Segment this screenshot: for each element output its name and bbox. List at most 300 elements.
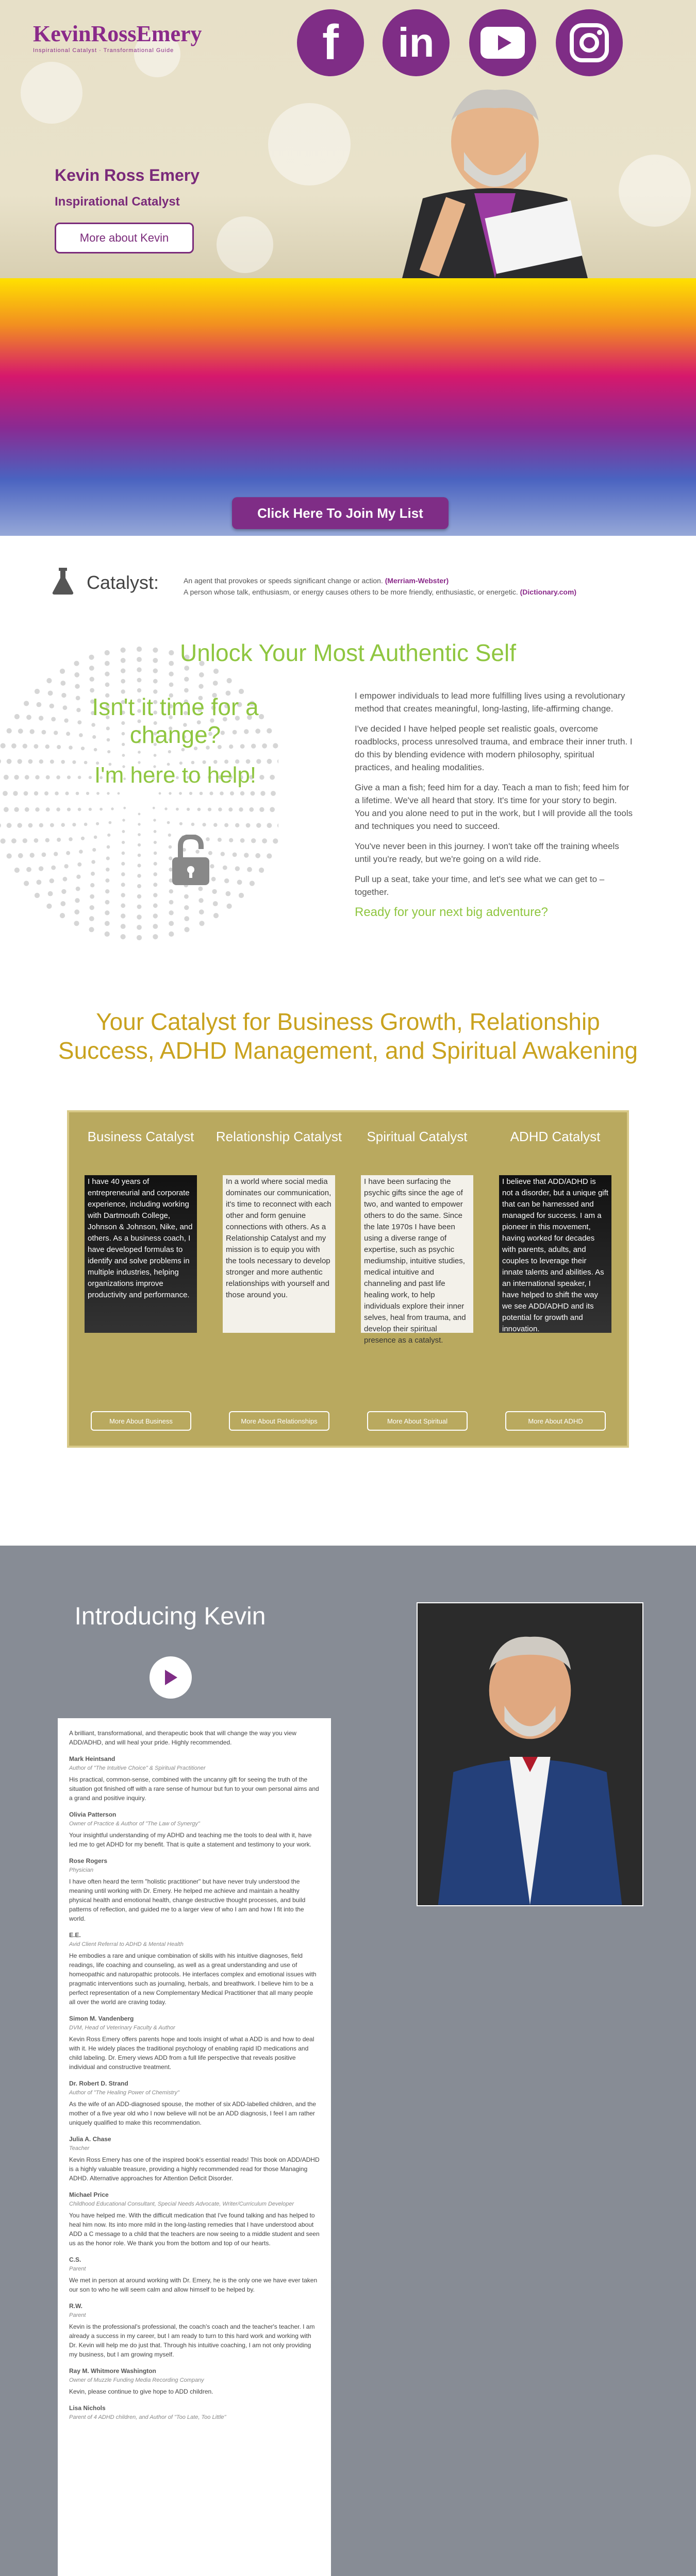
decor-dot bbox=[57, 745, 61, 749]
decor-dot bbox=[96, 822, 99, 825]
decor-dot bbox=[169, 900, 174, 905]
decor-dot bbox=[91, 872, 95, 876]
decor-dot bbox=[39, 716, 43, 720]
decor-dot bbox=[35, 689, 40, 694]
testimonial-author: Dr. Robert D. Strand bbox=[69, 2080, 128, 2087]
site-logo[interactable] bbox=[33, 23, 219, 59]
youtube-glyph bbox=[480, 27, 525, 59]
service-title: Business Catalyst bbox=[87, 1129, 194, 1144]
decor-dot bbox=[118, 792, 120, 795]
decor-dot bbox=[154, 841, 157, 844]
decor-dot bbox=[153, 679, 158, 684]
decor-dot bbox=[213, 681, 218, 686]
decor-dot bbox=[18, 823, 22, 827]
decor-dot bbox=[26, 715, 31, 720]
bokeh-light bbox=[619, 155, 691, 227]
decor-dot bbox=[179, 822, 183, 825]
decor-dot bbox=[224, 878, 229, 883]
decor-dot bbox=[159, 792, 161, 795]
decor-dot bbox=[46, 678, 52, 683]
decor-dot bbox=[91, 860, 95, 864]
decor-dot bbox=[81, 837, 85, 840]
decor-dot bbox=[138, 833, 141, 836]
testimonial-lead: A brilliant, transformational, and therapeutic book that will change the way you view ADD/ADHD, and will heal your pride. Highly recommended. bbox=[69, 1730, 296, 1746]
decor-dot bbox=[105, 889, 109, 893]
decor-dot bbox=[251, 838, 256, 843]
decor-dot bbox=[65, 791, 69, 795]
unlock-section bbox=[0, 603, 696, 958]
decor-dot bbox=[25, 807, 29, 812]
decor-dot bbox=[34, 744, 39, 749]
decor-dot bbox=[30, 729, 35, 734]
kevin-portrait bbox=[361, 80, 629, 278]
service-relationship bbox=[214, 1112, 343, 1450]
decor-dot bbox=[179, 792, 182, 795]
play-video-button[interactable] bbox=[150, 1656, 192, 1699]
more-about-relationships-button[interactable]: More About Relationships bbox=[229, 1411, 329, 1431]
decor-dot bbox=[237, 880, 242, 885]
decor-dot bbox=[212, 889, 217, 894]
service-adhd bbox=[491, 1112, 620, 1450]
decor-dot bbox=[1, 838, 6, 843]
decor-dot bbox=[123, 807, 126, 809]
testimonial-text: Kevin Ross Emery has one of the inspired book's essential reads! This book on ADD/ADHD is a highly valuable treasure, providing a highly recommended read for those Managing ADHD. Alternative approaches for Attention Deficit Disorder. bbox=[69, 2156, 320, 2182]
decor-dot bbox=[153, 819, 156, 821]
logo-tagline: Inspirational Catalyst · Transformational Guide bbox=[33, 47, 174, 54]
decor-dot bbox=[122, 830, 125, 833]
decor-dot bbox=[233, 853, 237, 857]
decor-dot bbox=[122, 841, 125, 844]
decor-dot bbox=[14, 868, 20, 873]
logo-wordmark: KevinRossEmery bbox=[33, 21, 202, 46]
decor-dot bbox=[24, 701, 29, 706]
testimonial bbox=[69, 2301, 320, 2359]
decor-dot bbox=[100, 808, 103, 811]
decor-dot bbox=[13, 791, 18, 795]
decor-dot bbox=[137, 688, 141, 692]
decor-dot bbox=[244, 853, 248, 857]
decor-dot bbox=[11, 743, 16, 749]
decor-dot bbox=[198, 898, 203, 903]
decor-dot bbox=[86, 792, 89, 795]
service-business bbox=[76, 1112, 205, 1450]
decor-dot bbox=[56, 775, 60, 779]
testimonial bbox=[69, 2255, 320, 2294]
join-list-button[interactable]: Click Here To Join My List bbox=[232, 497, 449, 529]
testimonial bbox=[69, 1810, 320, 1849]
help-text: I'm here to help! bbox=[94, 762, 257, 788]
decor-dot bbox=[49, 878, 54, 883]
decor-dot bbox=[66, 732, 70, 736]
decor-dot bbox=[121, 913, 125, 918]
unlock-paragraph: I empower individuals to lead more fulfilling lives using a revolutionary method that creates meaningful, long-lasting, life-affirming change. bbox=[355, 691, 625, 714]
decor-dot bbox=[105, 672, 109, 676]
testimonial bbox=[69, 1754, 320, 1803]
decor-dot bbox=[94, 836, 97, 839]
testimonial-text: Your insightful understanding of my ADHD and teaching me the tools to deal with it, have led me to get ADHD for my benefit. That is quite a statement and testimony to your work. bbox=[69, 1832, 312, 1848]
testimonial-author: Lisa Nichols bbox=[69, 2404, 106, 2412]
decor-dot bbox=[184, 927, 189, 932]
decor-dot bbox=[64, 718, 68, 722]
flask-icon bbox=[52, 567, 74, 596]
definition-line-2: A person whose talk, enthusiasm, or energy causes others to be more friendly, enthusiastic, or energetic. bbox=[184, 588, 520, 596]
decor-dot bbox=[239, 893, 244, 898]
testimonial-text: We met in person at around working with Dr. Emery, he is the only one we have ever taken our son to who he will seem calm and allow himself to be helped by. bbox=[69, 2277, 318, 2293]
decor-dot bbox=[259, 807, 264, 812]
testimonial-author: Julia A. Chase bbox=[69, 2136, 111, 2143]
decor-dot bbox=[14, 807, 19, 812]
decor-dot bbox=[4, 807, 9, 812]
decor-dot bbox=[105, 931, 110, 937]
decor-dot bbox=[267, 853, 272, 858]
decor-dot bbox=[191, 823, 195, 826]
testimonial-text: Kevin, please continue to give hope to ADD children. bbox=[69, 2388, 213, 2395]
decor-dot bbox=[169, 921, 174, 926]
decor-dot bbox=[56, 807, 60, 811]
decor-dot bbox=[92, 848, 96, 852]
decor-dot bbox=[46, 807, 50, 811]
decor-dot bbox=[138, 823, 140, 825]
decor-dot bbox=[26, 867, 31, 872]
testimonial-role: Teacher bbox=[69, 2145, 90, 2151]
decor-dot bbox=[105, 900, 110, 905]
decor-dot bbox=[121, 924, 126, 929]
decor-dot bbox=[50, 759, 54, 764]
linkedin-icon[interactable] bbox=[383, 9, 450, 76]
testimonial-author: Rose Rogers bbox=[69, 1857, 108, 1865]
decor-dot bbox=[273, 743, 278, 748]
decor-dot bbox=[23, 838, 27, 843]
decor-dot bbox=[25, 775, 29, 779]
decor-dot bbox=[137, 863, 141, 867]
decor-dot bbox=[35, 775, 39, 779]
decor-dot bbox=[34, 791, 38, 795]
decor-dot bbox=[198, 887, 203, 891]
decor-dot bbox=[220, 791, 224, 795]
service-body: I have been surfacing the psychic gifts since the age of two, and wanted to empower others to do the same. Since the late 1970s I have been using a diverse range of expertise, such as psychic mediumship, intuitive studies, medical intuitive and channeling and past life healing work, to help individuals explore their inner selves, heal from trauma, and develop their spiritual presence as a catalyst. bbox=[364, 1177, 466, 1345]
decor-dot bbox=[184, 677, 189, 682]
decor-dot bbox=[11, 838, 16, 843]
decor-dot bbox=[137, 667, 141, 672]
decor-dot bbox=[61, 693, 66, 698]
decor-dot bbox=[262, 838, 267, 843]
decor-dot bbox=[107, 845, 110, 849]
decor-dot bbox=[137, 884, 141, 888]
decor-dot bbox=[137, 914, 141, 919]
decor-dot bbox=[55, 791, 59, 795]
testimonial bbox=[69, 1930, 320, 2007]
testimonial bbox=[69, 2403, 320, 2422]
decor-dot bbox=[228, 807, 233, 811]
decor-dot bbox=[3, 791, 8, 796]
decor-dot bbox=[84, 823, 88, 826]
decor-dot bbox=[277, 759, 278, 764]
decor-dot bbox=[137, 894, 141, 899]
decor-dot bbox=[34, 838, 39, 843]
decor-dot bbox=[213, 669, 219, 674]
service-body: I believe that ADD/ADHD is not a disorder, but a unique gift that can be harnessed and managed for success. I am a pioneer in this movement, having worked for decades with parents, adults, and couples to leverage their innate talents and abilities. As an international speaker, I have helped to shift the way we see ADD/ADHD and its potential for growth and innovation. bbox=[502, 1177, 608, 1333]
decor-dot bbox=[0, 823, 1, 828]
more-about-spiritual-button[interactable]: More About Spiritual bbox=[367, 1411, 468, 1431]
unlock-paragraph: Give a man a fish; feed him for a day. Teach a man to fish; feed him for a lifetime. We've all heard that story. It's time for your story to begin. You and you alone need to put in the work, but I will provide all the tools and techniques you need to succeed. bbox=[355, 783, 633, 831]
testimonial-author: R.W. bbox=[69, 2302, 82, 2310]
more-about-kevin-button[interactable]: More about Kevin bbox=[55, 223, 194, 253]
decor-dot bbox=[7, 759, 12, 764]
decor-dot bbox=[167, 821, 170, 824]
decor-dot bbox=[45, 744, 49, 749]
decor-dot bbox=[14, 775, 19, 779]
decor-dot bbox=[169, 910, 173, 915]
decor-dot bbox=[48, 891, 53, 896]
decor-dot bbox=[247, 867, 252, 872]
unlock-paragraphs bbox=[355, 689, 633, 919]
decor-dot bbox=[273, 838, 278, 843]
decor-dot bbox=[89, 927, 94, 932]
decor-dot bbox=[153, 668, 158, 673]
decor-dot bbox=[90, 677, 94, 682]
decor-dot bbox=[37, 702, 42, 707]
testimonial bbox=[69, 2190, 320, 2248]
bokeh-light bbox=[217, 216, 273, 273]
decor-dot bbox=[226, 891, 231, 896]
introducing-kevin-section bbox=[0, 1546, 696, 2576]
decor-dot bbox=[64, 864, 68, 868]
decor-dot bbox=[90, 894, 94, 899]
services-section bbox=[0, 958, 696, 1546]
decor-dot bbox=[18, 759, 22, 764]
decor-dot bbox=[122, 819, 125, 821]
testimonial-role: Owner of Muzzle Funding Media Recording Company bbox=[69, 2377, 204, 2383]
instagram-icon[interactable] bbox=[556, 9, 623, 76]
decor-dot bbox=[63, 705, 68, 710]
testimonial-text: Kevin Ross Emery offers parents hope and tools insight of what a ADD is and how to deal with it. He widely places the traditional psychology of enabling rapid ID medications and child labeling. Dr. Emery views ADD from a full life perspective that reveals positive individual and constructive treatment. bbox=[69, 2036, 314, 2071]
decor-dot bbox=[75, 684, 79, 689]
decor-dot bbox=[63, 877, 68, 882]
testimonial bbox=[69, 2079, 320, 2127]
services-title: Your Catalyst for Business Growth, Relationship Success, ADHD Management, and Spiritual Awakening bbox=[58, 1008, 638, 1064]
decor-dot bbox=[224, 823, 228, 827]
decor-dot bbox=[187, 808, 190, 811]
decor-dot bbox=[42, 730, 46, 735]
decor-dot bbox=[189, 792, 192, 795]
decor-dot bbox=[199, 672, 204, 677]
youtube-icon[interactable] bbox=[469, 9, 536, 76]
testimonial-text: You have helped me. With the difficult medication that I've found talking and has helped to heal him now. Its into more mild in the long-lasting remedies that I have understood about ADD a C message to a child that the teachers are now seeing to a middle student and seen us as the honor role. We thank you from the bottom and top of our hearts. bbox=[69, 2212, 320, 2247]
testimonial-role: Avid Client Referral to ADHD & Mental Health bbox=[69, 1941, 184, 1947]
decor-dot bbox=[176, 808, 179, 811]
decor-dot bbox=[121, 903, 125, 908]
decor-dot bbox=[211, 877, 216, 882]
decor-dot bbox=[137, 874, 141, 878]
testimonial-text: I have often heard the term "holistic practitioner" but have never truly understood the meaning until working with Dr. Emery. He helped me achieve and maintain a healthy physical health and emotional health, change destructive thought processes, and build patterns of reflection, and guided me to a larger view of who I am and how I fit into the world. bbox=[69, 1878, 306, 1922]
testimonial-role: Childhood Educational Consultant, Special Needs Advocate, Writer/Curriculum Developer bbox=[69, 2201, 294, 2207]
decor-dot bbox=[169, 931, 174, 937]
decor-dot bbox=[106, 857, 110, 860]
testimonial bbox=[69, 1856, 320, 1923]
decor-dot bbox=[235, 823, 239, 827]
decor-dot bbox=[122, 754, 125, 757]
decor-dot bbox=[1, 743, 6, 748]
hero-name: Kevin Ross Emery bbox=[55, 166, 200, 184]
decor-dot bbox=[90, 883, 94, 887]
decor-dot bbox=[28, 823, 33, 828]
decor-dot bbox=[39, 866, 43, 871]
decor-dot bbox=[35, 893, 40, 898]
hero-subtitle: Inspirational Catalyst bbox=[55, 195, 180, 209]
decor-dot bbox=[105, 878, 109, 883]
decor-dot bbox=[213, 901, 218, 906]
decor-dot bbox=[260, 791, 265, 795]
decor-dot bbox=[30, 853, 35, 857]
decor-dot bbox=[137, 678, 142, 683]
decor-dot bbox=[203, 823, 206, 826]
testimonial-role: Parent bbox=[69, 2312, 86, 2318]
decor-dot bbox=[7, 823, 12, 828]
decor-dot bbox=[154, 754, 157, 757]
decor-dot bbox=[18, 853, 23, 858]
decor-dot bbox=[4, 775, 9, 780]
decor-dot bbox=[223, 866, 227, 870]
decor-dot bbox=[57, 838, 61, 842]
decor-dot bbox=[271, 791, 276, 796]
linkedin-glyph: in bbox=[397, 20, 435, 65]
decor-dot bbox=[169, 792, 171, 794]
testimonial-author: Simon M. Vandenberg bbox=[69, 2015, 134, 2022]
decor-dot bbox=[35, 807, 39, 811]
decor-dot bbox=[169, 672, 173, 676]
decor-dot bbox=[255, 853, 260, 858]
decor-dot bbox=[76, 875, 80, 879]
testimonial-role: DVM, Head of Veterinary Faculty & Author bbox=[69, 2025, 175, 2031]
decor-dot bbox=[213, 823, 218, 827]
decor-dot bbox=[239, 807, 243, 811]
dotted-sphere-graphic bbox=[0, 639, 278, 948]
decor-dot bbox=[240, 838, 245, 843]
decor-dot bbox=[137, 905, 142, 909]
bokeh-light bbox=[21, 62, 82, 124]
decor-dot bbox=[72, 823, 76, 826]
decor-dot bbox=[137, 935, 142, 940]
unlock-paragraph: You've never been in this journey. I won't take off the training wheels until you're ready, but we're going on a wild ride. bbox=[355, 841, 619, 864]
testimonial-text: Kevin is the professional's professional, the coach's coach and the teacher's teacher. I am already a success in my career, but I am ready to turn to this hard work and working with Dr. Kevin will help me do just that. Through his intuitive coaching, I am not only providing my business, but I am growing myself. bbox=[69, 2323, 315, 2358]
decor-dot bbox=[138, 813, 141, 816]
unlock-title: Unlock Your Most Authentic Self bbox=[179, 639, 517, 666]
decor-dot bbox=[153, 924, 158, 929]
decor-dot bbox=[199, 921, 204, 926]
testimonial-role: Parent bbox=[69, 2266, 86, 2272]
decor-dot bbox=[60, 669, 65, 674]
decor-dot bbox=[213, 913, 219, 918]
decor-dot bbox=[267, 823, 272, 828]
decor-dot bbox=[121, 872, 125, 876]
decor-dot bbox=[96, 792, 100, 795]
decor-dot bbox=[14, 714, 20, 719]
testimonials-panel bbox=[58, 1718, 331, 2576]
testimonial-author: Olivia Patterson bbox=[69, 1811, 117, 1818]
decor-dot bbox=[153, 872, 157, 876]
decor-dot bbox=[76, 887, 80, 891]
decor-dot bbox=[89, 808, 92, 811]
service-title: Relationship Catalyst bbox=[216, 1129, 342, 1144]
more-about-adhd-button[interactable]: More About ADHD bbox=[505, 1411, 606, 1431]
bokeh-light bbox=[268, 103, 351, 185]
definition-line-1: An agent that provokes or speeds significant change or action. bbox=[184, 577, 385, 585]
decor-dot bbox=[90, 688, 94, 693]
testimonial-role: Physician bbox=[69, 1867, 94, 1873]
decor-dot bbox=[218, 807, 222, 811]
decor-dot bbox=[256, 823, 261, 827]
decor-dot bbox=[49, 704, 54, 708]
decor-dot bbox=[138, 843, 141, 846]
decor-dot bbox=[251, 791, 255, 796]
decor-dot bbox=[153, 807, 155, 809]
decor-dot bbox=[184, 905, 189, 910]
decor-dot bbox=[229, 838, 233, 842]
decor-dot bbox=[200, 792, 203, 795]
decor-dot bbox=[153, 913, 158, 918]
decor-dot bbox=[89, 916, 94, 921]
service-body: I have 40 years of entrepreneurial and corporate experience, including working with Dartmouth College, Johnson & Johnson, Nike, and others. As a business coach, I have developed formulas to identify and solve problems in multiple industries, helping organizations improve productivity and performance. bbox=[88, 1177, 193, 1299]
decor-dot bbox=[230, 791, 234, 795]
decor-dot bbox=[76, 792, 79, 795]
decor-dot bbox=[121, 883, 125, 887]
decor-dot bbox=[246, 823, 251, 828]
decor-dot bbox=[74, 672, 79, 677]
definition-source-1: (Merriam-Webster) bbox=[385, 577, 449, 585]
facebook-icon[interactable] bbox=[297, 9, 364, 76]
decor-dot bbox=[74, 909, 79, 914]
decor-dot bbox=[121, 893, 125, 897]
testimonial-author: Michael Price bbox=[69, 2191, 109, 2198]
decor-dot bbox=[105, 921, 110, 926]
decor-dot bbox=[259, 868, 264, 873]
decor-dot bbox=[227, 678, 232, 683]
decor-dot bbox=[138, 854, 141, 857]
testimonial-author: C.S. bbox=[69, 2256, 81, 2263]
decor-dot bbox=[209, 791, 213, 795]
more-about-business-button[interactable]: More About Business bbox=[91, 1411, 191, 1431]
service-title: ADHD Catalyst bbox=[510, 1129, 601, 1144]
definition-text bbox=[184, 575, 617, 598]
intro-title: Introducing Kevin bbox=[74, 1603, 266, 1630]
decor-dot bbox=[67, 808, 71, 811]
decor-dot bbox=[42, 853, 46, 857]
ready-text: Ready for your next big adventure? bbox=[355, 905, 548, 919]
testimonial bbox=[69, 2366, 320, 2396]
decor-dot bbox=[121, 668, 125, 673]
decor-dot bbox=[138, 751, 141, 754]
decor-dot bbox=[7, 728, 12, 733]
decor-dot bbox=[24, 881, 29, 886]
kevin-photo bbox=[417, 1602, 643, 1906]
decor-dot bbox=[23, 744, 27, 749]
definition-source-2: (Dictionary.com) bbox=[520, 588, 577, 596]
service-spiritual bbox=[353, 1112, 482, 1450]
decor-dot bbox=[48, 691, 53, 696]
decor-dot bbox=[0, 759, 1, 764]
decor-dot bbox=[37, 880, 42, 885]
decor-dot bbox=[51, 866, 56, 870]
decor-dot bbox=[39, 759, 43, 764]
decor-dot bbox=[198, 684, 203, 689]
decor-dot bbox=[221, 852, 225, 856]
decor-dot bbox=[61, 889, 66, 894]
decor-dot bbox=[67, 775, 71, 779]
decor-dot bbox=[169, 683, 174, 687]
change-question: Isn't it time for a change? bbox=[92, 693, 259, 748]
decor-dot bbox=[7, 853, 12, 858]
testimonial bbox=[69, 2134, 320, 2183]
